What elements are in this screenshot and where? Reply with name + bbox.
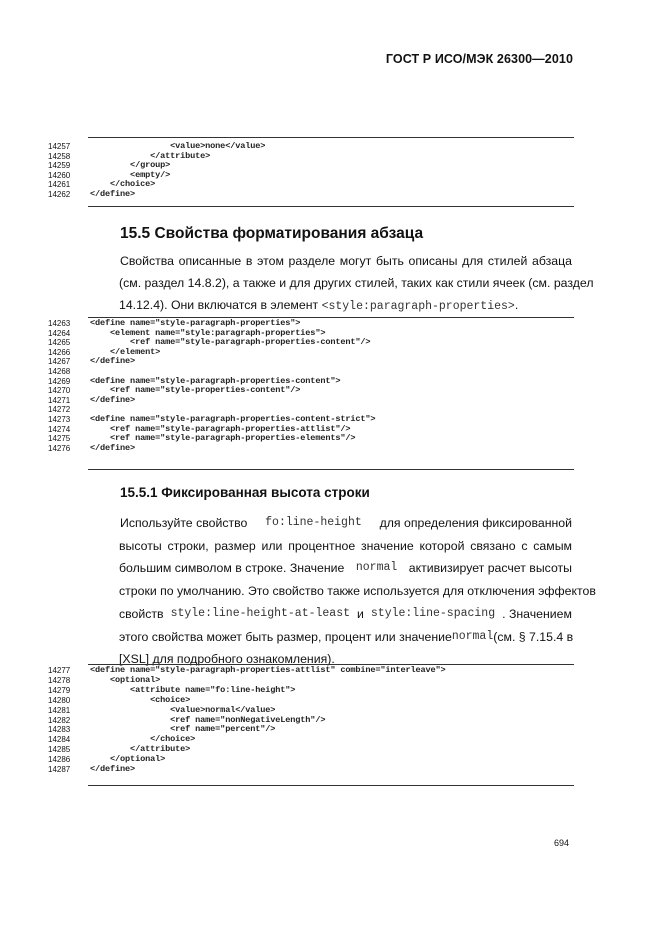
paragraph-line: (см. раздел 14.8.2), а также и для других стилей, таких как стили ячеек (см. раздел bbox=[119, 276, 594, 290]
line-number: 14287 bbox=[48, 765, 71, 774]
code-text: </optional> bbox=[90, 754, 166, 765]
inline-code: normal bbox=[451, 630, 494, 643]
code-text: <ref name="style-paragraph-properties-elements"/> bbox=[90, 433, 356, 444]
code-text: <define name="style-paragraph-properties"> bbox=[90, 318, 301, 328]
line-number: 14261 bbox=[48, 180, 71, 190]
inline-code: style:line-spacing bbox=[370, 607, 496, 620]
code-text: <define name="style-paragraph-properties-content"> bbox=[90, 375, 341, 386]
paragraph-line: большим символом в строке. Значение normal активизирует расчет высоты bbox=[119, 557, 572, 579]
code-text: </choice> bbox=[90, 179, 156, 190]
section-heading-15-5-1: 15.5.1 Фиксированная высота строки bbox=[120, 485, 370, 500]
code-text: <attribute name="fo:line-height"> bbox=[90, 684, 296, 695]
code-text: </define> bbox=[90, 442, 136, 453]
code-text: <value>normal</value> bbox=[90, 704, 276, 715]
document-standard-header: ГОСТ Р ИСО/МЭК 26300—2010 bbox=[385, 52, 573, 66]
paragraph-line: [XSL] для подробного ознакомления). bbox=[119, 652, 335, 666]
code-text: <ref name="nonNegativeLength"/> bbox=[90, 714, 326, 725]
line-number: 14279 bbox=[48, 685, 71, 695]
line-number: 14280 bbox=[48, 695, 71, 705]
page-number: 694 bbox=[553, 838, 569, 848]
code-text: </define> bbox=[90, 394, 136, 405]
inline-code: fo:line-height bbox=[265, 516, 362, 529]
line-number: 14269 bbox=[48, 376, 71, 386]
line-number: 14272 bbox=[48, 405, 71, 415]
line-number: 14275 bbox=[48, 434, 71, 444]
code-block-bottom-rule bbox=[88, 206, 574, 207]
line-number: 14286 bbox=[48, 755, 71, 765]
code-text: <choice> bbox=[90, 694, 191, 705]
line-number: 14265 bbox=[48, 338, 71, 348]
code-text: <empty/> bbox=[90, 169, 171, 180]
code-block-bottom-rule bbox=[88, 469, 574, 470]
paragraph-line: высоты строки, размер или процентное значение которой связано с самым bbox=[119, 539, 572, 553]
line-number: 14259 bbox=[48, 161, 71, 171]
paragraph-line: 14.12.4). Они включатся в элемент <style:paragraph-properties>. bbox=[119, 298, 519, 313]
code-text: </element> bbox=[90, 346, 161, 357]
code-text: </choice> bbox=[90, 734, 196, 745]
code-text: <ref name="style-paragraph-properties-content"/> bbox=[90, 337, 371, 348]
line-number: 14282 bbox=[48, 715, 71, 725]
line-number: 14263 bbox=[48, 319, 71, 328]
code-text: <element name="style:paragraph-properties"> bbox=[90, 327, 326, 338]
line-number: 14276 bbox=[48, 443, 71, 453]
line-number: 14262 bbox=[48, 190, 71, 199]
line-number: 14283 bbox=[48, 725, 71, 735]
code-text: <optional> bbox=[90, 674, 161, 685]
code-text: </define> bbox=[90, 764, 136, 774]
code-text: </define> bbox=[90, 189, 136, 199]
line-number: 14281 bbox=[48, 705, 71, 715]
line-number: 14270 bbox=[48, 386, 71, 396]
line-number: 14257 bbox=[48, 142, 71, 151]
section-heading-15-5: 15.5 Свойства форматирования абзаца bbox=[120, 225, 424, 242]
code-text: </attribute> bbox=[90, 744, 191, 755]
code-text: <value>none</value> bbox=[90, 141, 266, 151]
code-text: <ref name="percent"/> bbox=[90, 724, 276, 735]
line-number: 14278 bbox=[48, 675, 71, 685]
paragraph-line: строки по умолчанию. Это свойство также используется для отключения эффектов bbox=[119, 584, 596, 598]
paragraph-line: Используйте свойство fo:line-height для определения фиксированной bbox=[120, 512, 572, 534]
line-number: 14258 bbox=[48, 151, 71, 161]
line-number: 14267 bbox=[48, 357, 71, 367]
inline-code: style:line-height-at-least bbox=[170, 607, 351, 620]
line-number: 14274 bbox=[48, 424, 71, 434]
code-text: <ref name="style-paragraph-properties-attlist"/> bbox=[90, 423, 351, 434]
paragraph-line: свойств style:line-height-at-least и style:line-spacing . Значением bbox=[119, 603, 572, 625]
line-number: 14271 bbox=[48, 395, 71, 405]
line-number: 14268 bbox=[48, 367, 71, 376]
line-number: 14285 bbox=[48, 745, 71, 755]
code-text: <ref name="style-properties-content"/> bbox=[90, 385, 301, 396]
code-text: </define> bbox=[90, 356, 136, 367]
code-text: <define name="style-paragraph-properties-attlist" combine="interleave"> bbox=[90, 665, 446, 675]
line-number: 14264 bbox=[48, 328, 71, 338]
line-number: 14273 bbox=[48, 415, 71, 424]
line-number: 14260 bbox=[48, 170, 71, 180]
inline-code: <style:paragraph-properties> bbox=[321, 300, 515, 313]
line-number: 14266 bbox=[48, 347, 71, 357]
code-text: <define name="style-paragraph-properties-content-strict"> bbox=[90, 414, 376, 424]
paragraph-line: Свойства описанные в этом разделе могут быть описаны для стилей абзаца bbox=[120, 254, 572, 268]
code-text: </attribute> bbox=[90, 150, 211, 161]
line-number: 14277 bbox=[48, 666, 71, 675]
code-text: </group> bbox=[90, 160, 171, 171]
paragraph-line: этого свойства может быть размер, процент или значение normal (см. § 7.15.4 в bbox=[119, 626, 572, 648]
line-number: 14284 bbox=[48, 735, 71, 745]
code-block-top-rule bbox=[88, 137, 574, 138]
code-block-bottom-rule bbox=[88, 785, 574, 786]
inline-code: normal bbox=[355, 561, 398, 574]
